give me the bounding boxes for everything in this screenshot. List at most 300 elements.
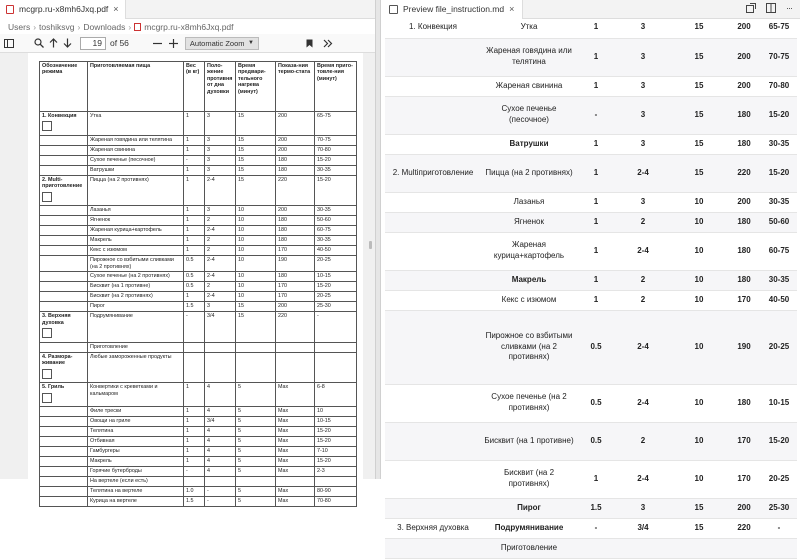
table-cell: 180 <box>727 96 761 134</box>
pdf-cell: 10 <box>236 256 276 272</box>
pdf-cell: 2-4 <box>205 256 236 272</box>
pdf-cell: 4 <box>205 457 236 467</box>
arrow-down-icon[interactable] <box>60 36 74 50</box>
pdf-table-row <box>40 427 357 437</box>
table-cell: 190 <box>727 310 761 384</box>
pdf-cell: 10 <box>236 236 276 246</box>
chevron-right-icon: › <box>77 21 81 32</box>
pdf-cell: 5 <box>236 467 276 477</box>
arrow-up-icon[interactable] <box>46 36 60 50</box>
pdf-cell: 1 <box>184 175 205 205</box>
table-cell: 15 <box>671 38 727 76</box>
table-cell: 1 <box>577 154 615 192</box>
table-cell: 200 <box>727 18 761 38</box>
pdf-cell: 3 <box>205 155 236 165</box>
table-cell: 2 <box>615 422 671 460</box>
pdf-table-row <box>40 447 357 457</box>
pdf-cell <box>276 477 315 487</box>
table-row <box>385 498 797 518</box>
pdf-cell <box>40 467 88 477</box>
pdf-cell: 2 <box>205 216 236 226</box>
pdf-cell <box>315 352 357 382</box>
table-cell: 2-4 <box>615 310 671 384</box>
pdf-cell: Курица на вертеле <box>88 497 184 507</box>
pdf-cell: 10 <box>236 226 276 236</box>
pdf-cell: 3/4 <box>205 417 236 427</box>
pdf-table-row <box>40 272 357 282</box>
table-cell: Жареная говядина или телятина <box>481 38 577 76</box>
zoom-in-icon[interactable] <box>167 36 181 50</box>
table-cell <box>761 538 797 558</box>
split-editor-icon[interactable] <box>766 3 776 15</box>
table-cell: 2-4 <box>615 154 671 192</box>
pdf-table-row <box>40 135 357 145</box>
breadcrumb-item[interactable]: Users <box>8 21 31 32</box>
pdf-table-row <box>40 467 357 477</box>
table-cell: Кекс с изюмом <box>481 290 577 310</box>
pdf-cell: 200 <box>276 206 315 216</box>
pdf-cell: Бисквит (на 1 противне) <box>88 282 184 292</box>
pdf-header-cell: Время приго-товле-ния (минут) <box>315 62 357 112</box>
pdf-cell: - <box>205 487 236 497</box>
table-cell: Бисквит (на 2 противнях) <box>481 460 577 498</box>
pdf-cell: 1 <box>184 383 205 407</box>
table-cell: 15 <box>671 498 727 518</box>
table-cell: 60-75 <box>761 232 797 270</box>
pdf-cell: 70-80 <box>315 145 357 155</box>
pdf-cell: Макрель <box>88 236 184 246</box>
pdf-document-area[interactable] <box>0 53 375 505</box>
table-cell: 0.5 <box>577 310 615 384</box>
pdf-cell <box>40 165 88 175</box>
table-cell: 20-25 <box>761 460 797 498</box>
table-cell <box>671 538 727 558</box>
pdf-cell: Сухое печенье (песочное) <box>88 155 184 165</box>
pdf-cell <box>40 246 88 256</box>
table-row <box>385 538 797 558</box>
pdf-cell: 2-4 <box>205 292 236 302</box>
pdf-header-cell: Обозначение режима <box>40 62 88 112</box>
pdf-table-row <box>40 487 357 497</box>
pdf-cell: 10 <box>236 292 276 302</box>
pdf-cell: 4 <box>205 467 236 477</box>
pdf-file-icon <box>134 23 141 31</box>
pdf-cell: 4 <box>205 407 236 417</box>
pdf-table-row <box>40 477 357 487</box>
tab-preview-label: Preview file_instruction.md <box>403 4 505 14</box>
table-cell: 3 <box>615 96 671 134</box>
pdf-cell: Макрель <box>88 457 184 467</box>
pdf-table-row <box>40 407 357 417</box>
table-cell: 40-50 <box>761 290 797 310</box>
table-cell <box>385 498 481 518</box>
pdf-cell: Горячие бутерброды <box>88 467 184 477</box>
pdf-cell: 1 <box>184 447 205 457</box>
splitter-handle[interactable] <box>369 241 372 249</box>
pdf-cell: Конвертики с креветками и кальмаром <box>88 383 184 407</box>
table-cell: 10 <box>671 384 727 422</box>
pdf-cell: 15 <box>236 112 276 136</box>
table-cell: 170 <box>727 290 761 310</box>
mode-symbol-icon <box>42 192 52 202</box>
table-cell <box>385 270 481 290</box>
pdf-cell: 5 <box>236 407 276 417</box>
table-cell: Ватрушки <box>481 134 577 154</box>
table-cell: 1. Конвекция <box>385 18 481 38</box>
preview-icon <box>389 5 398 14</box>
pdf-table-row <box>40 417 357 427</box>
pdf-cell: 15-20 <box>315 282 357 292</box>
markdown-content[interactable] <box>381 19 800 552</box>
pdf-cell <box>205 477 236 487</box>
pdf-cell: 2-4 <box>205 175 236 205</box>
search-icon[interactable] <box>32 36 46 50</box>
pdf-cell: Любые замороженные продукты <box>88 352 184 382</box>
pdf-cell: 180 <box>276 226 315 236</box>
table-cell: 3 <box>615 498 671 518</box>
chevron-down-icon: ▼ <box>247 40 254 46</box>
table-cell: 25-30 <box>761 498 797 518</box>
table-row <box>385 18 797 38</box>
pdf-cell <box>40 206 88 216</box>
more-tools-icon[interactable] <box>321 36 335 50</box>
pdf-cell: 5 <box>236 427 276 437</box>
pdf-cell <box>40 497 88 507</box>
zoom-select[interactable] <box>185 37 259 50</box>
table-cell: 180 <box>727 232 761 270</box>
pdf-cell: 200 <box>276 112 315 136</box>
pdf-cell: Max <box>276 407 315 417</box>
pdf-cell: Жареная курица+картофель <box>88 226 184 236</box>
pdf-cell <box>184 477 205 487</box>
table-cell: 200 <box>727 192 761 212</box>
table-row <box>385 290 797 310</box>
tab-pdf-label: mcgrp.ru-x8mh6Jxq.pdf <box>19 4 109 14</box>
pdf-cell: 5 <box>236 457 276 467</box>
pdf-cell: 6-8 <box>315 383 357 407</box>
pdf-table-row <box>40 497 357 507</box>
pdf-cell: Овощи на гриле <box>88 417 184 427</box>
pdf-cell: 65-75 <box>315 112 357 136</box>
pdf-cell: 15 <box>236 135 276 145</box>
pdf-cell: 170 <box>276 282 315 292</box>
pdf-cell: Max <box>276 457 315 467</box>
table-cell: 1 <box>577 38 615 76</box>
table-cell: Утка <box>481 18 577 38</box>
pdf-cell: 15 <box>236 302 276 312</box>
pdf-cell: 60-75 <box>315 226 357 236</box>
close-icon[interactable]: × <box>113 4 119 14</box>
table-row <box>385 422 797 460</box>
table-cell <box>727 538 761 558</box>
table-cell: 10 <box>671 290 727 310</box>
pdf-cell: 30-35 <box>315 206 357 216</box>
table-cell: 180 <box>727 212 761 232</box>
pdf-cell: 10 <box>236 282 276 292</box>
pdf-cell: Жареная свинина <box>88 145 184 155</box>
pdf-cell: 50-60 <box>315 216 357 226</box>
pdf-header-cell: Время предвари-тельного нагрева (минут) <box>236 62 276 112</box>
pdf-cell: 2-4 <box>205 272 236 282</box>
pdf-cell <box>40 272 88 282</box>
table-cell: 10-15 <box>761 384 797 422</box>
table-cell: Жареная свинина <box>481 76 577 96</box>
pdf-table-row <box>40 437 357 447</box>
pdf-cell <box>40 437 88 447</box>
pdf-cell: 4. Размора-живание <box>40 352 88 382</box>
breadcrumb <box>0 19 375 34</box>
table-cell: 15-20 <box>761 422 797 460</box>
pdf-cell: 15 <box>236 165 276 175</box>
pdf-cell <box>205 342 236 352</box>
pdf-cell: 1. Конвекция <box>40 112 88 136</box>
table-cell: Бисквит (на 1 противне) <box>481 422 577 460</box>
close-icon[interactable]: × <box>509 4 515 14</box>
pdf-cell: 3 <box>205 135 236 145</box>
table-cell: Макрель <box>481 270 577 290</box>
pdf-cell: 4 <box>205 383 236 407</box>
pdf-cell <box>40 135 88 145</box>
pdf-cell <box>40 417 88 427</box>
table-cell: 220 <box>727 154 761 192</box>
pdf-cell <box>40 427 88 437</box>
markdown-preview-pane <box>381 0 800 552</box>
pdf-file-icon <box>6 5 14 14</box>
table-cell: 3. Верхняя духовка <box>385 518 481 538</box>
page-number-input[interactable]: 19 <box>80 37 106 50</box>
pdf-cell: Утка <box>88 112 184 136</box>
table-row <box>385 518 797 538</box>
pdf-cell: Max <box>276 437 315 447</box>
pdf-cell: Ватрушки <box>88 165 184 175</box>
table-cell: Лазанья <box>481 192 577 212</box>
pdf-cell: 2-3 <box>315 467 357 477</box>
breadcrumb-item[interactable]: toshiksvg <box>39 21 75 32</box>
pdf-cell: Филе трески <box>88 407 184 417</box>
bookmark-icon[interactable] <box>303 36 317 50</box>
table-row <box>385 134 797 154</box>
pdf-cell: Лазанья <box>88 206 184 216</box>
pdf-cell: 15 <box>236 312 276 342</box>
pdf-cell: 5 <box>236 437 276 447</box>
pdf-cell: 3 <box>205 145 236 155</box>
pdf-cell: 30-35 <box>315 165 357 175</box>
table-cell: 200 <box>727 76 761 96</box>
table-row <box>385 154 797 192</box>
pdf-cell: Телятина <box>88 427 184 437</box>
table-cell: 0.5 <box>577 422 615 460</box>
pdf-cell: Max <box>276 487 315 497</box>
pdf-cell: 0.5 <box>184 272 205 282</box>
pdf-table-row <box>40 302 357 312</box>
pdf-cell <box>276 352 315 382</box>
table-row <box>385 232 797 270</box>
preview-actions <box>746 3 800 15</box>
mode-symbol-icon <box>42 121 52 131</box>
pdf-cell <box>184 352 205 382</box>
pdf-cell: 25-30 <box>315 302 357 312</box>
pdf-cell: Подрумянивание <box>88 312 184 342</box>
pdf-page <box>28 53 363 503</box>
zoom-select-value: Automatic Zoom <box>189 38 245 48</box>
table-cell: Подрумянивание <box>481 518 577 538</box>
table-cell: 20-25 <box>761 310 797 384</box>
pdf-table-row <box>40 457 357 467</box>
mode-symbol-icon <box>42 369 52 379</box>
pdf-table-row <box>40 292 357 302</box>
pdf-cell: 1 <box>184 417 205 427</box>
pdf-cell: 3/4 <box>205 312 236 342</box>
pdf-cell: 2-4 <box>205 226 236 236</box>
pdf-cell: 180 <box>276 272 315 282</box>
pdf-table-row <box>40 246 357 256</box>
table-cell: 2-4 <box>615 460 671 498</box>
table-cell: 15 <box>671 154 727 192</box>
table-cell <box>577 538 615 558</box>
pdf-cell: 15 <box>236 145 276 155</box>
pdf-cell: 2 <box>205 246 236 256</box>
breadcrumb-item[interactable]: Downloads <box>83 21 126 32</box>
table-cell: 1.5 <box>577 498 615 518</box>
table-cell: 2. Multiприготовление <box>385 154 481 192</box>
pdf-cell: 1 <box>184 292 205 302</box>
pdf-cell: 0.5 <box>184 282 205 292</box>
pdf-cell: Бисквит (на 2 противнях) <box>88 292 184 302</box>
pdf-cell: 5 <box>236 417 276 427</box>
open-source-icon[interactable] <box>746 3 756 15</box>
table-cell: 3 <box>615 76 671 96</box>
tab-pdf[interactable] <box>0 0 126 19</box>
pdf-cell: 15 <box>236 175 276 205</box>
pdf-cell <box>40 302 88 312</box>
pdf-table-header <box>40 62 357 112</box>
mode-symbol-icon <box>42 328 52 338</box>
pdf-cell: 3 <box>205 302 236 312</box>
table-cell <box>385 38 481 76</box>
table-cell: 15-20 <box>761 96 797 134</box>
pdf-cell: Телятина на вертеле <box>88 487 184 497</box>
table-cell: Ягненок <box>481 212 577 232</box>
table-cell: 10 <box>671 232 727 270</box>
table-cell <box>385 422 481 460</box>
table-cell: 3 <box>615 38 671 76</box>
page-count: of 56 <box>110 38 129 48</box>
pdf-cell: 200 <box>276 135 315 145</box>
table-cell: 3 <box>615 134 671 154</box>
table-cell: 180 <box>727 270 761 290</box>
pdf-cell: Max <box>276 383 315 407</box>
pdf-cell: 15-20 <box>315 175 357 205</box>
pdf-cell <box>276 342 315 352</box>
table-row <box>385 96 797 134</box>
pdf-cell <box>40 292 88 302</box>
chevron-right-icon: › <box>128 21 132 32</box>
pdf-cell: 2 <box>205 236 236 246</box>
pdf-cell: 1 <box>184 437 205 447</box>
pdf-cell: 5. Гриль <box>40 383 88 407</box>
pdf-cell: Гамбургеры <box>88 447 184 457</box>
table-cell: 1 <box>577 290 615 310</box>
table-row <box>385 76 797 96</box>
pdf-cell: 5 <box>236 487 276 497</box>
pdf-cell: 10-15 <box>315 272 357 282</box>
table-cell: 10 <box>671 310 727 384</box>
pdf-cell: 7-10 <box>315 447 357 457</box>
pdf-cell: 10 <box>236 216 276 226</box>
sidebar-toggle-icon[interactable] <box>2 36 16 50</box>
table-cell: 2-4 <box>615 232 671 270</box>
table-cell: 3 <box>615 192 671 212</box>
table-cell <box>385 460 481 498</box>
pdf-cell <box>40 447 88 457</box>
table-cell: 1 <box>577 212 615 232</box>
pdf-table-row <box>40 145 357 155</box>
pdf-cell: 5 <box>236 447 276 457</box>
pdf-cell <box>40 457 88 467</box>
pdf-cell: 1 <box>184 236 205 246</box>
pdf-cell: 80-90 <box>315 487 357 497</box>
table-cell: 2 <box>615 212 671 232</box>
pdf-cell: 15-20 <box>315 155 357 165</box>
pdf-cell: 220 <box>276 312 315 342</box>
pdf-cell <box>40 477 88 487</box>
pdf-cell: 1 <box>184 145 205 155</box>
pdf-table-row <box>40 383 357 407</box>
pdf-cell: 3 <box>205 165 236 175</box>
pdf-cell: 4 <box>205 447 236 457</box>
pdf-cell: Пирог <box>88 302 184 312</box>
pdf-cell: 1 <box>184 246 205 256</box>
pdf-cell: Ягненок <box>88 216 184 226</box>
pdf-cell <box>40 256 88 272</box>
pdf-cell: 190 <box>276 256 315 272</box>
breadcrumb-item[interactable]: mcgrp.ru-x8mh6Jxq.pdf <box>144 21 234 32</box>
table-cell: 1 <box>577 232 615 270</box>
table-cell: 1 <box>577 192 615 212</box>
pdf-table-row <box>40 282 357 292</box>
pdf-cell <box>315 477 357 487</box>
table-cell: 15 <box>671 134 727 154</box>
table-cell: 30-35 <box>761 192 797 212</box>
pdf-cell <box>205 352 236 382</box>
tab-preview[interactable] <box>381 0 523 19</box>
table-cell <box>385 538 481 558</box>
table-cell <box>615 538 671 558</box>
table-cell: 180 <box>727 384 761 422</box>
pdf-cell: Отбивная <box>88 437 184 447</box>
table-cell: 0.5 <box>577 384 615 422</box>
pdf-cell: 70-75 <box>315 135 357 145</box>
pdf-table-row <box>40 352 357 382</box>
more-actions-icon[interactable]: ··· <box>786 3 792 13</box>
table-cell: 1 <box>577 134 615 154</box>
table-cell: 3 <box>615 18 671 38</box>
pdf-cell: 200 <box>276 302 315 312</box>
table-cell <box>385 310 481 384</box>
pdf-cell: 15-20 <box>315 437 357 447</box>
zoom-out-icon[interactable] <box>151 36 165 50</box>
pdf-cell: 10-15 <box>315 417 357 427</box>
table-cell: - <box>761 518 797 538</box>
markdown-table <box>385 18 797 559</box>
table-cell <box>385 192 481 212</box>
table-cell: 2-4 <box>615 384 671 422</box>
pdf-cell: 40-50 <box>315 246 357 256</box>
pdf-cell: Max <box>276 427 315 437</box>
table-cell: Пицца (на 2 противнях) <box>481 154 577 192</box>
pdf-cell: 4 <box>205 427 236 437</box>
pdf-cell: 1 <box>184 206 205 216</box>
